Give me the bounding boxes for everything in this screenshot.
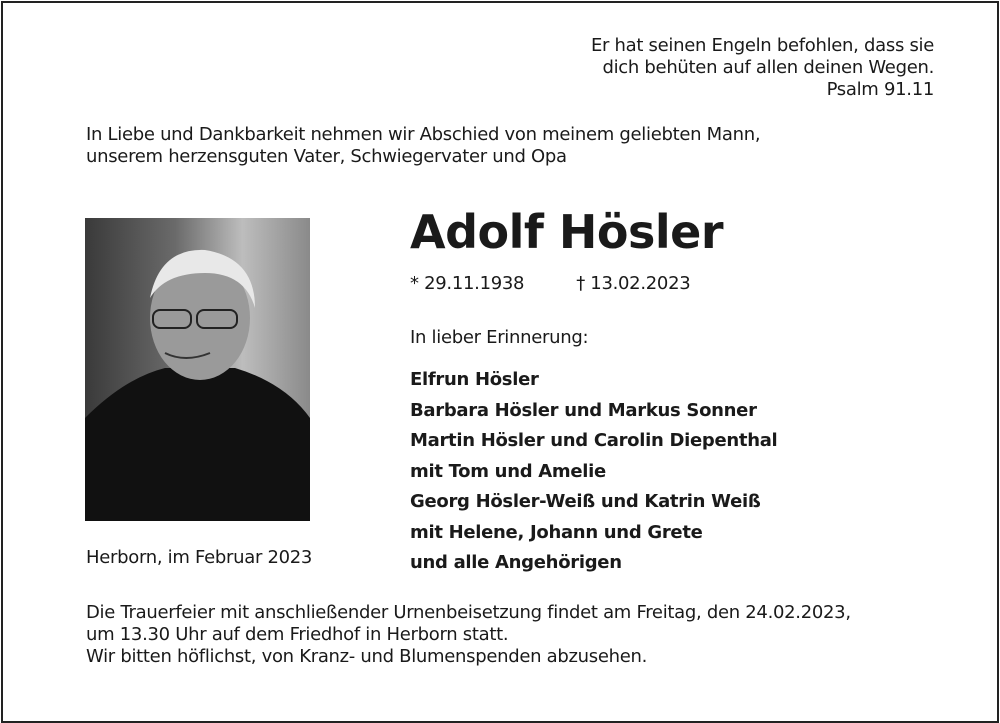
birth-date: * 29.11.1938: [410, 273, 525, 294]
family-member: Barbara Hösler und Markus Sonner: [410, 399, 757, 421]
intro-line: unserem herzensguten Vater, Schwiegervater und Opa: [86, 146, 567, 167]
ceremony-line: Die Trauerfeier mit anschließender Urnenbeisetzung findet am Freitag, den 24.02.2023,: [86, 602, 851, 623]
memory-heading: In lieber Erinnerung:: [410, 327, 589, 348]
verse-line: dich behüten auf allen deinen Wegen.: [602, 57, 934, 78]
intro-text: [86, 124, 760, 168]
portrait-photo: [85, 218, 310, 521]
deceased-name: Adolf Hösler: [410, 205, 724, 259]
family-list: [410, 365, 777, 579]
family-member: und alle Angehörigen: [410, 552, 622, 573]
family-member: Elfrun Hösler: [410, 369, 539, 390]
ceremony-line: Wir bitten höflichst, von Kranz- und Blumenspenden abzusehen.: [86, 646, 648, 667]
intro-line: In Liebe und Dankbarkeit nehmen wir Abschied von meinem geliebten Mann,: [86, 124, 761, 145]
family-member: mit Tom und Amelie: [410, 460, 606, 482]
death-date: † 13.02.2023: [576, 273, 691, 294]
family-member: Georg Hösler-Weiß und Katrin Weiß: [410, 491, 761, 512]
verse-source: Psalm 91.11: [826, 79, 934, 100]
verse-line: Er hat seinen Engeln befohlen, dass sie: [590, 35, 934, 56]
bible-verse: [591, 35, 934, 101]
family-member: Martin Hösler und Carolin Diepenthal: [410, 430, 778, 451]
ceremony-line: um 13.30 Uhr auf dem Friedhof in Herborn statt.: [86, 624, 509, 645]
family-member: mit Helene, Johann und Grete: [410, 521, 703, 543]
life-dates: [410, 273, 742, 295]
ceremony-info: [86, 602, 851, 668]
place-date: Herborn, im Februar 2023: [86, 547, 313, 568]
